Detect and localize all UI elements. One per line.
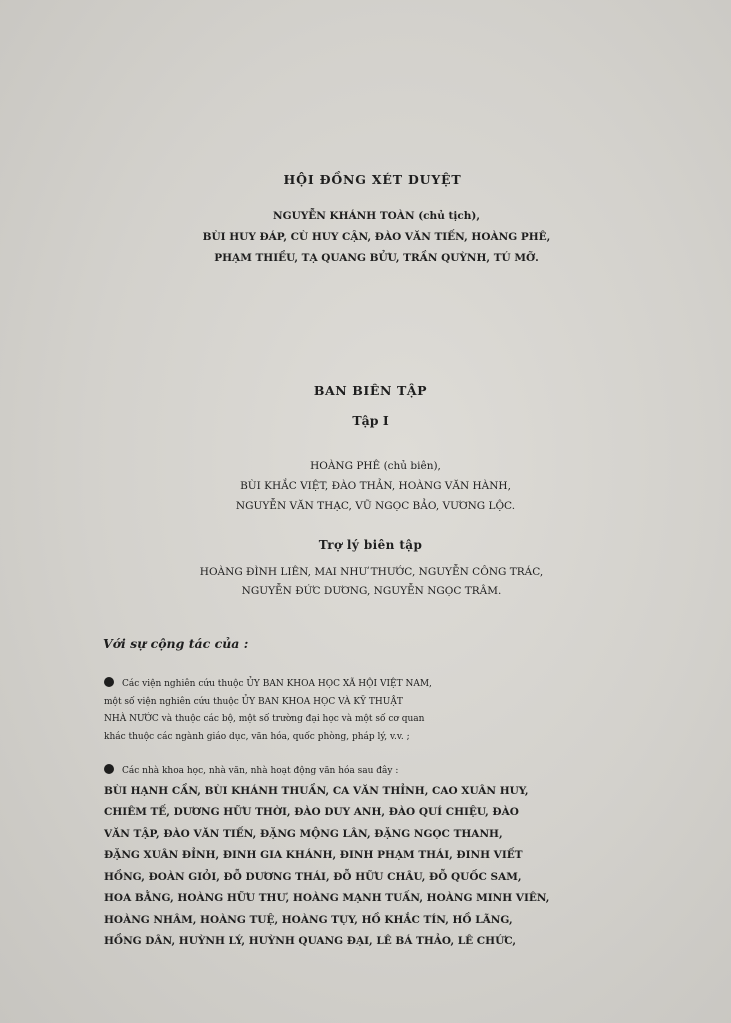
names-line: HỒNG DÂN, HUỲNH LÝ, HUỲNH QUANG ĐẠI, LÊ BÁ THẢO, LÊ CHỨC, xyxy=(104,935,517,947)
paragraph-line xyxy=(104,676,566,694)
collaboration-heading: Với sự cộng tác của : xyxy=(103,636,249,651)
council-heading: HỘI ĐỒNG XÉT DUYỆT xyxy=(283,172,462,187)
editor-line: HOÀNG PHÊ (chủ biên), xyxy=(310,460,441,472)
paragraph-text: Các viện nghiên cứu thuộc ỦY BAN KHOA HỌC XÃ HỘI VIỆT NAM, xyxy=(122,679,432,689)
editorial-board-members xyxy=(0,456,731,516)
council-members xyxy=(0,206,731,269)
paragraph-line: NHÀ NƯỚC và thuộc các bộ, một số trường đại học và một số cơ quan xyxy=(104,714,425,724)
council-line: BÙI HUY ĐÁP, CÙ HUY CẬN, ĐÀO VĂN TIẾN, HOÀNG PHÊ, xyxy=(202,231,551,243)
names-line: HỒNG, ĐOÀN GIỎI, ĐỖ DƯƠNG THÁI, ĐỖ HỮU CHÂU, ĐỖ QUỐC SAM, xyxy=(104,870,522,883)
council-line: PHẠM THIỀU, TẠ QUANG BỬU, TRẦN QUỲNH, TÚ MỠ. xyxy=(214,252,539,264)
bullet-icon xyxy=(104,764,114,774)
volume-label: Tập I xyxy=(352,413,389,428)
paragraph-line: một số viện nghiên cứu thuộc ỦY BAN KHOA HỌC VÀ KỸ THUẬT xyxy=(104,696,403,707)
contributor-names xyxy=(104,781,566,953)
editor-line: BÙI KHẮC VIỆT, ĐÀO THẢN, HOÀNG VĂN HÀNH, xyxy=(240,480,511,492)
editor-line: NGUYỄN VĂN THẠC, VŨ NGỌC BẢO, VƯƠNG LỘC. xyxy=(235,500,516,512)
names-line: BÙI HẠNH CẦN, BÙI KHÁNH THUẦN, CA VĂN THỈNH, CAO XUÂN HUY, xyxy=(104,784,529,797)
paragraph-line xyxy=(104,763,566,781)
collaboration-paragraph-institutes xyxy=(104,676,566,746)
paragraph-text: Các nhà khoa học, nhà văn, nhà hoạt động văn hóa sau đây : xyxy=(122,766,399,776)
collaboration-paragraph-people xyxy=(104,763,566,953)
names-line: VĂN TẬP, ĐÀO VĂN TIẾN, ĐẶNG MỘNG LÂN, ĐẶNG NGỌC THANH, xyxy=(104,827,503,840)
council-line: NGUYỄN KHÁNH TOÀN (chủ tịch), xyxy=(273,210,480,222)
assistants-members xyxy=(0,563,731,601)
names-line: HOÀNG NHÂM, HOÀNG TUỆ, HOÀNG TỤY, HỒ KHẮC TÍN, HỒ LÃNG, xyxy=(104,913,513,926)
names-line: ĐẶNG XUÂN ĐỈNH, ĐINH GIA KHÁNH, ĐINH PHẠM THÁI, ĐINH VIẾT xyxy=(104,849,523,861)
bullet-icon xyxy=(104,677,114,687)
names-line: CHIÊM TẾ, DƯƠNG HỮU THỜI, ĐÀO DUY ANH, ĐÀO QUÍ CHIỆU, ĐÀO xyxy=(104,806,519,818)
assistants-heading: Trợ lý biên tập xyxy=(318,538,423,552)
assistant-line: NGUYỄN ĐỨC DƯƠNG, NGUYỄN NGỌC TRÂM. xyxy=(241,585,502,597)
names-line: HOA BẰNG, HOÀNG HỮU THƯ, HOÀNG MẠNH TUẤN, HOÀNG MINH VIÊN, xyxy=(104,892,550,904)
paragraph-line: khác thuộc các ngành giáo dục, văn hóa, quốc phòng, pháp lý, v.v. ; xyxy=(104,731,410,742)
assistant-line: HOÀNG ĐÌNH LIÊN, MAI NHƯ THƯỚC, NGUYỄN CÔNG TRÁC, xyxy=(199,566,544,578)
editorial-board-heading: BAN BIÊN TẬP xyxy=(313,383,428,398)
